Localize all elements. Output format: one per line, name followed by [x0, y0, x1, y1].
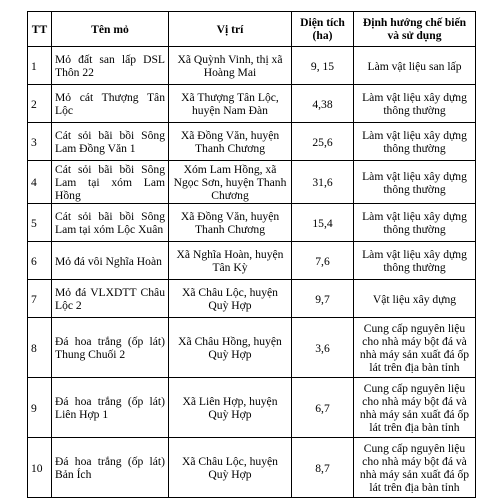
cell-area: 25,6 [292, 123, 354, 161]
cell-area: 15,4 [292, 204, 354, 242]
cell-usage: Làm vật liệu san lấp [354, 47, 476, 85]
cell-location: Xã Châu Lộc, huyện Quỳ Hợp [169, 438, 292, 498]
cell-usage: Cung cấp nguyên liệu cho nhà máy bột đá và nhà máy sản xuất đá ốp lát trên địa bàn tỉnh [354, 438, 476, 498]
cell-area: 9, 15 [292, 47, 354, 85]
cell-area: 8,7 [292, 438, 354, 498]
cell-location: Xã Châu Hồng, huyện Quỳ Hợp [169, 318, 292, 378]
cell-area: 3,6 [292, 318, 354, 378]
cell-usage: Làm vật liệu xây dựng thông thường [354, 123, 476, 161]
cell-area: 9,7 [292, 280, 354, 318]
table-row [28, 47, 476, 85]
cell-location: Xã Đồng Văn, huyện Thanh Chương [169, 204, 292, 242]
cell-location: Xóm Lam Hồng, xã Ngọc Sơn, huyện Thanh Chương [169, 161, 292, 204]
cell-usage: Vật liệu xây dựng [354, 280, 476, 318]
cell-tt: 5 [28, 204, 52, 242]
cell-name: Mỏ cát Thượng Tân Lộc [52, 85, 169, 123]
cell-name: Đá hoa trắng (ốp lát) Liên Hợp 1 [52, 378, 169, 438]
table-row [28, 123, 476, 161]
cell-name: Cát sỏi bãi bồi Sông Lam tại xóm Lam Hồng [52, 161, 169, 204]
header-name: Tên mỏ [52, 12, 169, 47]
cell-name: Đá hoa trắng (ốp lát) Bản Ích [52, 438, 169, 498]
table-row [28, 378, 476, 438]
cell-usage: Cung cấp nguyên liệu cho nhà máy bột đá và nhà máy sản xuất đá ốp lát trên địa bàn tỉnh [354, 378, 476, 438]
cell-name: Cát sỏi bãi bồi Sông Lam tại xóm Lộc Xuân [52, 204, 169, 242]
cell-name: Đá hoa trắng (ốp lát) Thung Chuối 2 [52, 318, 169, 378]
table-row [28, 438, 476, 498]
mine-table [27, 11, 476, 498]
cell-tt: 8 [28, 318, 52, 378]
cell-tt: 3 [28, 123, 52, 161]
cell-location: Xã Đồng Văn, huyện Thanh Chương [169, 123, 292, 161]
cell-usage: Làm vật liệu xây dựng thông thường [354, 242, 476, 280]
cell-location: Xã Quỳnh Vinh, thị xã Hoàng Mai [169, 47, 292, 85]
cell-usage: Làm vật liệu xây dựng thông thường [354, 85, 476, 123]
cell-name: Cát sỏi bãi bồi Sông Lam Đồng Văn 1 [52, 123, 169, 161]
cell-usage: Cung cấp nguyên liệu cho nhà máy bột đá và nhà máy sản xuất đá ốp lát trên địa bàn tỉnh [354, 318, 476, 378]
cell-tt: 7 [28, 280, 52, 318]
cell-usage: Làm vật liệu xây dựng thông thường [354, 161, 476, 204]
header-tt: TT [28, 12, 52, 47]
cell-area: 7,6 [292, 242, 354, 280]
cell-location: Xã Thượng Tân Lộc, huyện Nam Đàn [169, 85, 292, 123]
cell-name: Mỏ đá vôi Nghĩa Hoàn [52, 242, 169, 280]
cell-area: 4,38 [292, 85, 354, 123]
cell-tt: 6 [28, 242, 52, 280]
cell-usage: Làm vật liệu xây dựng thông thường [354, 204, 476, 242]
table-row [28, 85, 476, 123]
cell-location: Xã Nghĩa Hoàn, huyện Tân Kỳ [169, 242, 292, 280]
table-row [28, 280, 476, 318]
cell-tt: 1 [28, 47, 52, 85]
cell-tt: 2 [28, 85, 52, 123]
cell-name: Mỏ đất san lấp DSL Thôn 22 [52, 47, 169, 85]
table-row [28, 204, 476, 242]
cell-location: Xã Châu Lộc, huyện Quỳ Hợp [169, 280, 292, 318]
table-header-row [28, 12, 476, 47]
cell-tt: 4 [28, 161, 52, 204]
cell-location: Xã Liên Hợp, huyện Quỳ Hợp [169, 378, 292, 438]
table-row [28, 242, 476, 280]
header-location: Vị trí [169, 12, 292, 47]
table-row [28, 318, 476, 378]
cell-name: Mỏ đá VLXDTT Châu Lộc 2 [52, 280, 169, 318]
header-area: Diện tích (ha) [292, 12, 354, 47]
cell-tt: 9 [28, 378, 52, 438]
cell-tt: 10 [28, 438, 52, 498]
cell-area: 31,6 [292, 161, 354, 204]
cell-area: 6,7 [292, 378, 354, 438]
table-row [28, 161, 476, 204]
header-usage: Định hướng chế biến và sử dụng [354, 12, 476, 47]
